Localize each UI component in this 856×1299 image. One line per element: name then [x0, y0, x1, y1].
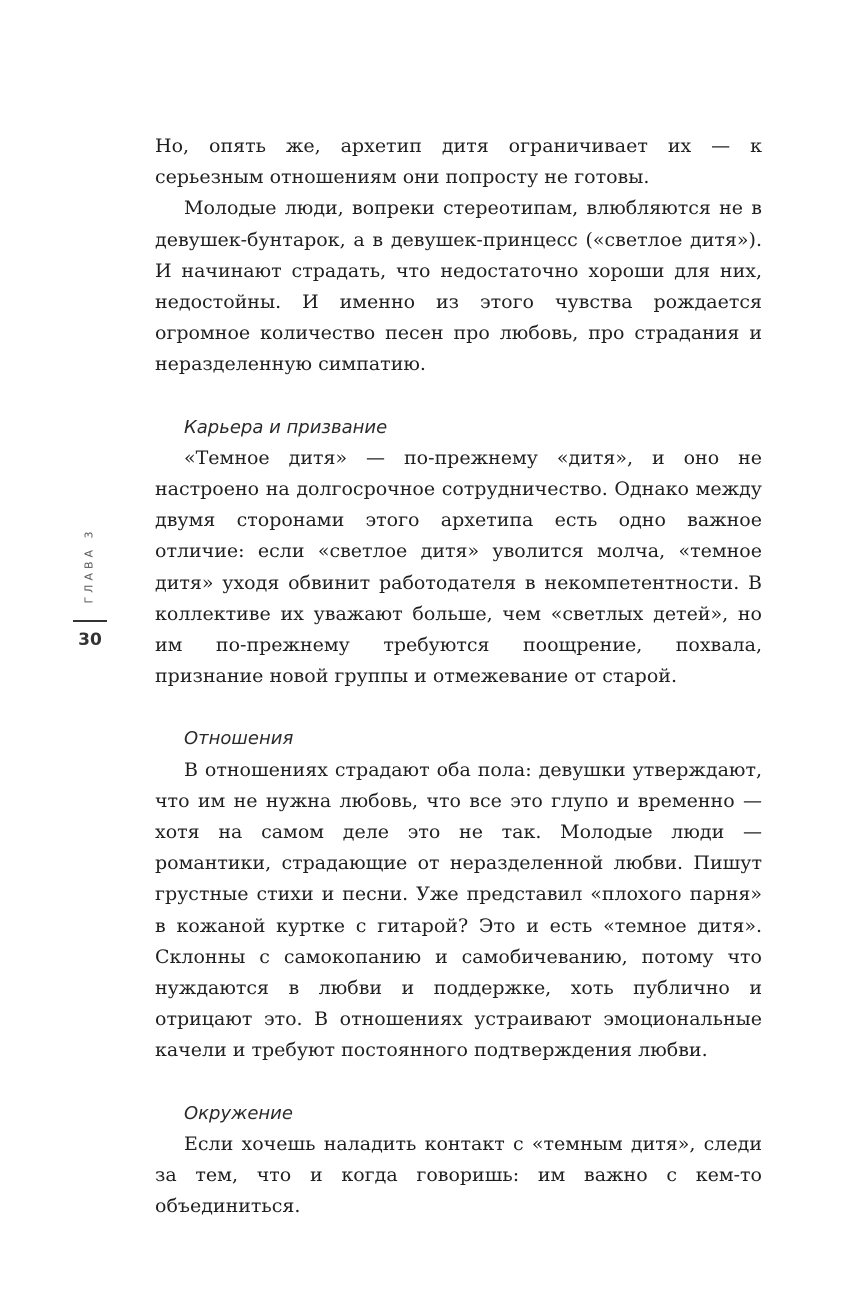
page-number: 30 — [78, 630, 102, 650]
paragraph-surroundings: Если хочешь наладить контакт с «темным дитя», следи за тем, что и когда говоришь: им важно с кем-то объединиться. — [155, 1132, 762, 1218]
heading-surroundings: Окружение — [184, 1102, 293, 1124]
paragraph-relations: В отношениях страдают оба пола: девушки утверждают, что им не нужна любовь, что все это глупо и временно — хотя на самом деле это не так. Молодые люди — романтики, страдающие от неразделенной любви. Пишут грустные стихи и песни. Уже представил «плохого парня» в кожаной куртке с гитарой? Это и есть «темное дитя». Склонны с самокопанию и самобичеванию, потому что нуждаются в любви и поддержке, хоть публично и отрицают это. В отношениях устраивают эмоциональные качели и требуют постоянного подтверждения любви. — [155, 758, 762, 1062]
heading-career: Карьера и призвание — [184, 416, 388, 438]
paragraph-career: «Темное дитя» — по-прежнему «дитя», и оно не настроено на долгосрочное сотрудничество. Однако между двумя сторонами этого архетипа есть одно важное отличие: если «светлое дитя» уволится молча, «темное дитя» уходя обвинит работодателя в некомпетентности. В коллективе их уважают больше, чем «светлых детей», но им по-прежнему требуются поощрение, похвала, признание новой группы и отмежевание от старой. — [155, 446, 762, 688]
chapter-label-text: ГЛАВА 3 — [82, 526, 96, 604]
margin-divider — [73, 620, 107, 622]
paragraph-young-men: Молодые люди, вопреки стереотипам, влюбляются не в девушек-бунтарок, а в девушек-принцесс («светлое дитя»). И начинают страдать, что недостаточно хороши для них, недостойны. И именно из этого чувства рождается огромное количество песен про любовь, про страдания и неразделенную симпатию. — [155, 197, 762, 376]
heading-relations: Отношения — [184, 728, 294, 750]
body-text — [155, 131, 762, 1223]
paragraph-intro: Но, опять же, архетип дитя ограничивает их — к серьезным отношениям они попросту не готовы. — [155, 135, 762, 189]
chapter-label — [79, 520, 99, 610]
